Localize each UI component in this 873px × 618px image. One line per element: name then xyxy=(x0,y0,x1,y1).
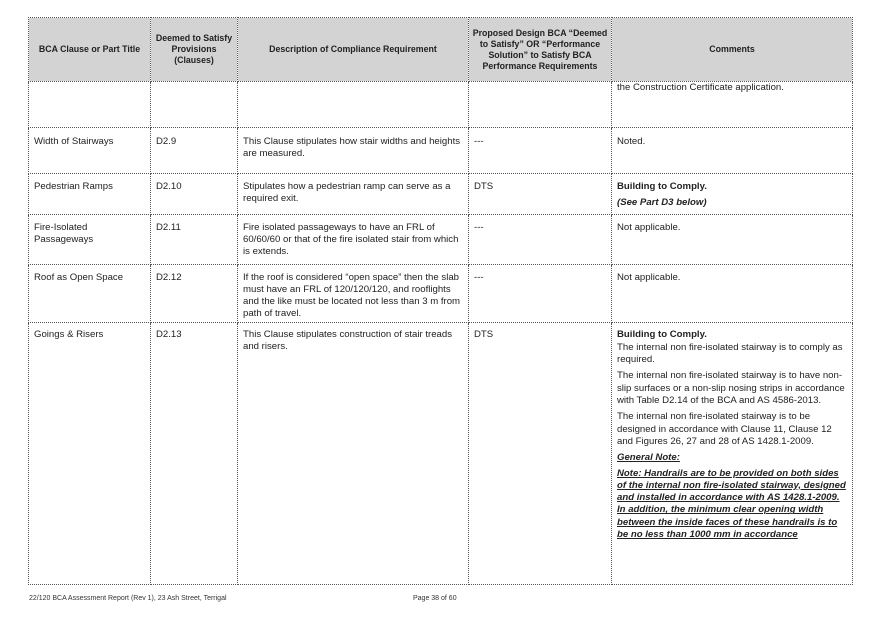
header-clause-title: BCA Clause or Part Title xyxy=(29,18,151,82)
table-header-row xyxy=(29,18,853,82)
table-row xyxy=(29,264,853,322)
cell-comment: Not applicable. xyxy=(612,214,853,264)
cell-clause: D2.12 xyxy=(151,264,238,322)
cell-design: --- xyxy=(469,264,612,322)
cell-description: Fire isolated passageways to have an FRL of 60/60/60 or that of the fire isolated stair from which is extends. xyxy=(238,214,469,264)
comment-bold: Building to Comply. xyxy=(617,181,707,192)
comment-paragraph: The internal non fire-isolated stairway is to have non-slip surfaces or a non-slip nosing strips in accordance with Table D2.14 of the BCA and AS 4586-2013. xyxy=(617,370,845,407)
cell-design: --- xyxy=(469,128,612,174)
table-row xyxy=(29,322,853,584)
cell-empty xyxy=(29,82,151,128)
cell-title: Width of Stairways xyxy=(29,128,151,174)
cell-title: Fire-Isolated Passageways xyxy=(29,214,151,264)
cell-empty xyxy=(151,82,238,128)
cell-title: Goings & Risers xyxy=(29,322,151,584)
comment-bold: Building to Comply. xyxy=(617,328,707,340)
header-comments: Comments xyxy=(612,18,853,82)
bca-assessment-table xyxy=(28,17,853,585)
footer-page-number: Page 38 of 60 xyxy=(413,595,457,602)
cell-title: Pedestrian Ramps xyxy=(29,174,151,215)
cell-comment xyxy=(612,174,853,215)
cell-empty xyxy=(238,82,469,128)
cell-clause: D2.11 xyxy=(151,214,238,264)
cell-clause: D2.9 xyxy=(151,128,238,174)
header-dts-provisions: Deemed to Satisfy Provisions (Clauses) xyxy=(151,18,238,82)
cell-description: This Clause stipulates construction of stair treads and risers. xyxy=(238,322,469,584)
cell-design: DTS xyxy=(469,322,612,584)
cell-design: --- xyxy=(469,214,612,264)
cell-clause: D2.10 xyxy=(151,174,238,215)
cell-continued-comment: the Construction Certificate application. xyxy=(612,82,853,128)
table-row xyxy=(29,174,853,215)
general-note-heading: General Note: xyxy=(617,452,680,464)
header-description: Description of Compliance Requirement xyxy=(238,18,469,82)
comment-italic: (See Part D3 below) xyxy=(617,197,707,209)
cell-comment xyxy=(612,322,853,584)
table-row xyxy=(29,128,853,174)
table-row-continued xyxy=(29,82,853,128)
header-proposed-design: Proposed Design BCA “Deemed to Satisfy” OR “Performance Solution” to Satisfy BCA Performance Requirements xyxy=(469,18,612,82)
comment-paragraph: The internal non fire-isolated stairway is to be designed in accordance with Clause 11, Clause 12 and Figures 26, 27 and 28 of AS 1428.1-2009. xyxy=(617,411,832,447)
cell-design: DTS xyxy=(469,174,612,215)
cell-description: Stipulates how a pedestrian ramp can serve as a required exit. xyxy=(238,174,469,215)
cell-clause: D2.13 xyxy=(151,322,238,584)
comment-paragraph: The internal non fire-isolated stairway is to comply as required. xyxy=(617,341,843,366)
table-row xyxy=(29,214,853,264)
general-note-text: Note: Handrails are to be provided on both sides of the internal non fire-isolated stairway, designed and installed in accordance with AS 1428.1-2009. In addition, the minimum clear opening width between the inside faces of these handrails is to be no less than 1000 mm in accordance xyxy=(617,467,846,541)
footer-report-title: 22/120 BCA Assessment Report (Rev 1), 23 Ash Street, Terrigal xyxy=(29,595,227,602)
cell-comment: Not applicable. xyxy=(612,264,853,322)
cell-title: Roof as Open Space xyxy=(29,264,151,322)
cell-empty xyxy=(469,82,612,128)
cell-comment: Noted. xyxy=(612,128,853,174)
cell-description: This Clause stipulates how stair widths and heights are measured. xyxy=(238,128,469,174)
cell-description: If the roof is considered “open space” then the slab must have an FRL of 120/120/120, and rooflights and the like must be located not less than 3 m from path of travel. xyxy=(238,264,469,322)
